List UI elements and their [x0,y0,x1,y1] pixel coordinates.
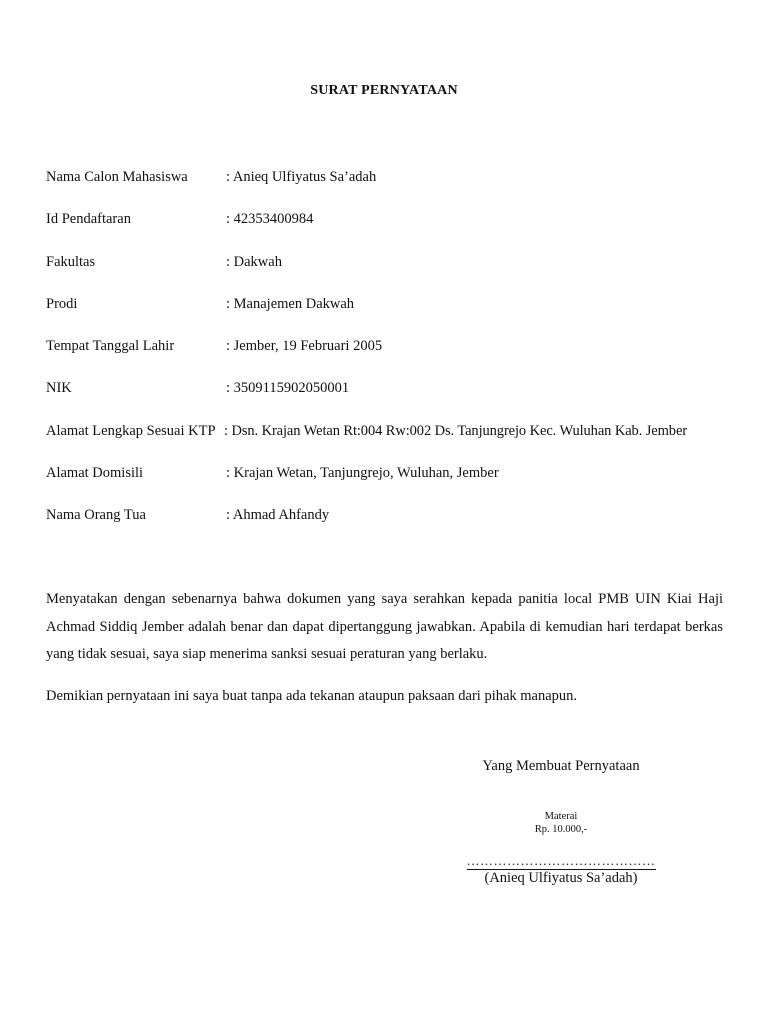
field-label: Fakultas [46,253,96,270]
field-value: : 42353400984 [226,211,314,228]
materai-amount: Rp. 10.000,- [534,824,588,835]
signature-dotted-line: …………………………………… [466,853,656,868]
field-row-alamat-ktp [46,422,736,464]
field-row-orang-tua [46,506,736,548]
field-value: : Dakwah [226,253,282,270]
materai-label: Materai [544,811,578,822]
field-label: Nama Orang Tua [46,507,146,524]
field-label: Nama Calon Mahasiswa [46,169,188,185]
field-label: Prodi [46,295,78,312]
field-row-alamat-domisili [46,464,736,506]
field-row-id-pendaftaran [46,210,736,252]
field-value: : Krajan Wetan, Tanjungrejo, Wuluhan, Jember [226,465,499,482]
field-value: : Jember, 19 Februari 2005 [226,338,383,355]
field-label: Alamat Lengkap Sesuai KTP [46,422,216,439]
field-row-ttl [46,337,736,379]
field-label: Alamat Domisili [46,465,144,482]
field-value: : Ahmad Ahfandy [226,507,330,524]
field-label: Tempat Tanggal Lahir [46,338,175,355]
materai-stamp-area [456,810,666,836]
statement-paragraph: Menyatakan dengan sebenarnya bahwa dokumen yang saya serahkan kepada panitia local PMB UIN Kiai Haji Achmad Siddiq Jember adalah benar dan dapat dipertanggung jawabkan. Apabila di kemudian hari terdapat berkas yang tidak sesuai, saya siap menerima sanksi sesuai peraturan yang berlaku. [46,591,723,662]
closing-paragraph: Demikian pernyataan ini saya buat tanpa ada tekanan ataupun paksaan dari pihak manapun. [46,688,578,704]
signature-line [456,853,666,870]
field-value: : Manajemen Dakwah [226,295,355,312]
field-row-nik [46,379,736,421]
field-row-fakultas [46,253,736,295]
field-label: Id Pendaftaran [46,211,131,228]
field-value: : Anieq Ulfiyatus Sa’adah [226,169,377,185]
signer-name: (Anieq Ulfiyatus Sa’adah) [484,870,638,886]
field-row-prodi [46,295,736,337]
field-label: NIK [46,380,72,397]
signature-heading: Yang Membuat Pernyataan [482,758,640,774]
field-value: : 3509115902050001 [226,380,350,397]
field-row-nama [46,168,736,210]
document-title: SURAT PERNYATAAN [310,83,458,98]
identity-fields [46,168,736,549]
field-value: : Dsn. Krajan Wetan Rt:004 Rw:002 Ds. Tanjungrejo Kec. Wuluhan Kab. Jember [224,422,688,439]
